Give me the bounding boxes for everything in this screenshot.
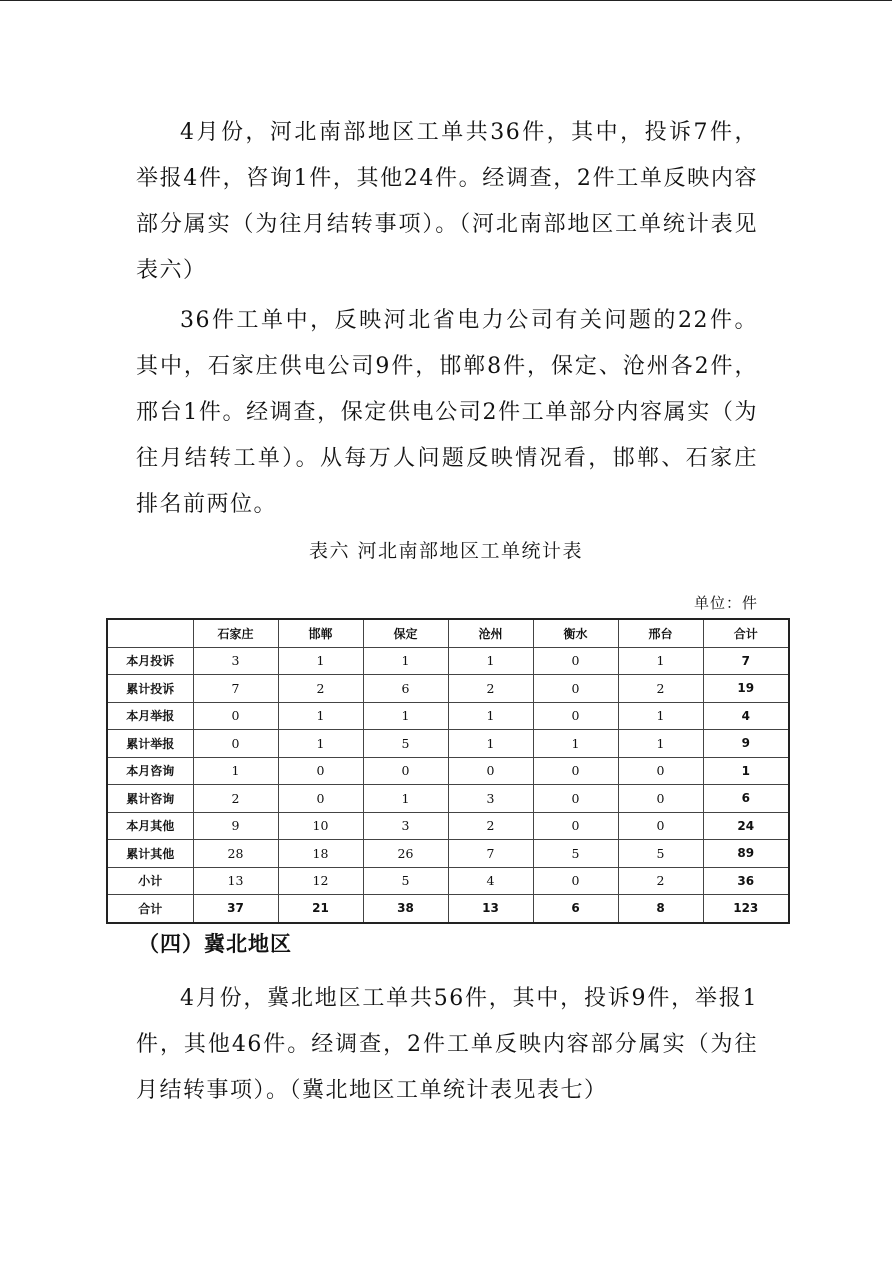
table-cell: 0 xyxy=(448,757,533,785)
table-cell: 0 xyxy=(193,730,278,758)
table-cell: 1 xyxy=(448,647,533,675)
table-cell: 1 xyxy=(618,702,703,730)
table-cell: 0 xyxy=(533,812,618,840)
table-cell: 0 xyxy=(618,785,703,813)
table-cell: 0 xyxy=(278,785,363,813)
table-cell: 26 xyxy=(363,840,448,868)
row-total-cell: 24 xyxy=(703,812,789,840)
table-cell: 7 xyxy=(193,675,278,703)
table-cell: 2 xyxy=(193,785,278,813)
table-row xyxy=(107,812,789,840)
table-cell: 1 xyxy=(363,702,448,730)
row-label: 本月举报 xyxy=(107,702,193,730)
table-cell: 5 xyxy=(363,867,448,895)
row-total-cell: 4 xyxy=(703,702,789,730)
column-header: 保定 xyxy=(363,619,448,647)
column-header: 衡水 xyxy=(533,619,618,647)
table-cell: 0 xyxy=(533,757,618,785)
table-cell: 3 xyxy=(363,812,448,840)
table-cell: 3 xyxy=(193,647,278,675)
table-cell: 1 xyxy=(363,647,448,675)
row-label: 累计投诉 xyxy=(107,675,193,703)
table-cell: 1 xyxy=(618,730,703,758)
table-cell: 13 xyxy=(448,895,533,923)
table-cell: 0 xyxy=(363,757,448,785)
table-cell: 1 xyxy=(278,647,363,675)
row-label: 本月咨询 xyxy=(107,757,193,785)
paragraph-hebei-south-summary: 4月份，河北南部地区工单共36件，其中，投诉7件，举报4件，咨询1件，其他24件。经调查，2件工单反映内容部分属实（为往月结转事项）。（河北南部地区工单统计表见表六） xyxy=(136,120,758,283)
row-total-cell: 6 xyxy=(703,785,789,813)
table-cell: 1 xyxy=(618,647,703,675)
table-cell: 28 xyxy=(193,840,278,868)
row-total-cell: 123 xyxy=(703,895,789,923)
table-cell: 2 xyxy=(448,675,533,703)
table-cell: 18 xyxy=(278,840,363,868)
table-cell: 4 xyxy=(448,867,533,895)
table-cell: 21 xyxy=(278,895,363,923)
table-cell: 1 xyxy=(448,702,533,730)
table-cell: 0 xyxy=(533,675,618,703)
column-header: 石家庄 xyxy=(193,619,278,647)
table-row xyxy=(107,702,789,730)
table-cell: 12 xyxy=(278,867,363,895)
table-row xyxy=(107,785,789,813)
table-cell: 0 xyxy=(533,702,618,730)
table-cell: 1 xyxy=(278,730,363,758)
table-cell: 2 xyxy=(618,675,703,703)
paragraph-jibei-summary: 4月份，冀北地区工单共56件，其中，投诉9件，举报1件，其他46件。经调查，2件工单反映内容部分属实（为往月结转事项）。（冀北地区工单统计表见表七） xyxy=(136,986,758,1103)
table-row xyxy=(107,895,789,923)
table-row xyxy=(107,647,789,675)
table-cell: 0 xyxy=(533,867,618,895)
table-row xyxy=(107,757,789,785)
table-row xyxy=(107,867,789,895)
table-cell: 1 xyxy=(363,785,448,813)
row-label: 合计 xyxy=(107,895,193,923)
row-label: 小计 xyxy=(107,867,193,895)
table-cell: 0 xyxy=(618,757,703,785)
row-label: 本月投诉 xyxy=(107,647,193,675)
table-cell: 0 xyxy=(533,785,618,813)
section-heading: （四）冀北地区 xyxy=(138,932,292,956)
table-cell: 1 xyxy=(533,730,618,758)
table-cell: 6 xyxy=(363,675,448,703)
column-header: 沧州 xyxy=(448,619,533,647)
table-cell: 2 xyxy=(278,675,363,703)
table-cell: 1 xyxy=(448,730,533,758)
row-label: 累计举报 xyxy=(107,730,193,758)
table-cell: 0 xyxy=(278,757,363,785)
table-cell: 2 xyxy=(448,812,533,840)
table-cell: 9 xyxy=(193,812,278,840)
row-label: 本月其他 xyxy=(107,812,193,840)
row-total-cell: 36 xyxy=(703,867,789,895)
table-cell: 2 xyxy=(618,867,703,895)
work-order-statistics-table xyxy=(106,618,790,924)
column-header: 邯郸 xyxy=(278,619,363,647)
table-row xyxy=(107,730,789,758)
column-header: 合计 xyxy=(703,619,789,647)
row-label: 累计咨询 xyxy=(107,785,193,813)
table-cell: 1 xyxy=(278,702,363,730)
column-header: 邢台 xyxy=(618,619,703,647)
row-total-cell: 89 xyxy=(703,840,789,868)
table-cell: 37 xyxy=(193,895,278,923)
paragraph-hebei-power-company: 36件工单中，反映河北省电力公司有关问题的22件。其中，石家庄供电公司9件，邯郸8件，保定、沧州各2件，邢台1件。经调查，保定供电公司2件工单部分内容属实（为往月结转工单）。从每万人问题反映情况看，邯郸、石家庄排名前两位。 xyxy=(136,308,758,517)
table-cell: 0 xyxy=(533,647,618,675)
row-label: 累计其他 xyxy=(107,840,193,868)
table-cell: 6 xyxy=(533,895,618,923)
table-cell: 38 xyxy=(363,895,448,923)
table-header-row xyxy=(107,619,789,647)
row-total-cell: 7 xyxy=(703,647,789,675)
row-total-cell: 9 xyxy=(703,730,789,758)
header-corner-cell xyxy=(107,619,193,647)
table-cell: 5 xyxy=(618,840,703,868)
row-total-cell: 19 xyxy=(703,675,789,703)
table-cell: 3 xyxy=(448,785,533,813)
table-cell: 1 xyxy=(193,757,278,785)
table-row xyxy=(107,675,789,703)
table-cell: 0 xyxy=(193,702,278,730)
table-cell: 5 xyxy=(363,730,448,758)
table-caption: 表六 河北南部地区工单统计表 xyxy=(308,540,584,562)
table-cell: 7 xyxy=(448,840,533,868)
page-top-border xyxy=(0,0,892,1)
table-unit: 单位：件 xyxy=(693,594,758,612)
table-cell: 8 xyxy=(618,895,703,923)
table-cell: 0 xyxy=(618,812,703,840)
row-total-cell: 1 xyxy=(703,757,789,785)
table-cell: 10 xyxy=(278,812,363,840)
table-cell: 5 xyxy=(533,840,618,868)
table-row xyxy=(107,840,789,868)
table-cell: 13 xyxy=(193,867,278,895)
